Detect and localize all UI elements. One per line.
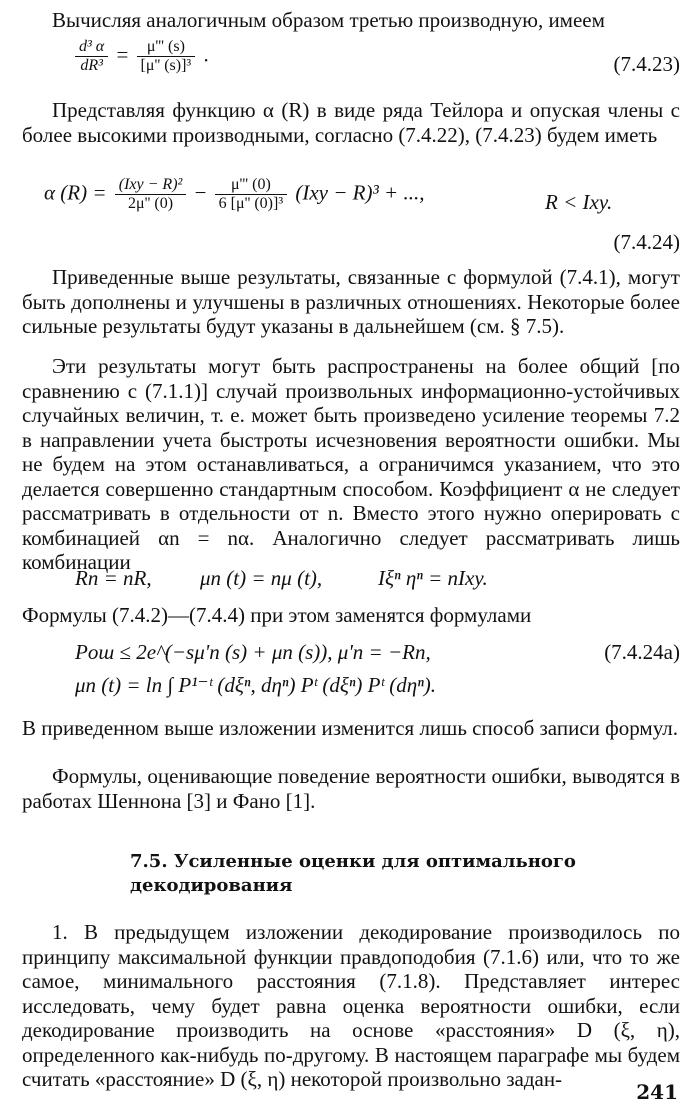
eq2-tail: (Ixy − R)³ + ...,	[295, 180, 425, 205]
eq2-frac1-numerator: (Ixy − R)²	[115, 176, 187, 195]
eq2-frac2-numerator: μ''' (0)	[215, 176, 287, 195]
paragraph-generalization	[22, 354, 680, 575]
eq3-rn: Rn = nR,	[75, 566, 152, 590]
equation-7-4-24	[44, 176, 424, 213]
eq2-lhs: α (R) =	[44, 180, 107, 205]
paragraph-text: 1. В предыдущем изложении декодирование производилось по принципу максимальной функции правдоподобия (7.1.6) или, что то же самое, минимального расстояния (7.1.8). Представляет интерес исследовать, чему будет равна оценка вероятности ошибки, если декодирование производить на основе «расстояния» D (ξ, η), определенного как-нибудь по-другому. В настоящем параграфе мы будем считать «расстояние» D (ξ, η) некоторой произвольно задан-	[22, 920, 680, 1091]
eq1-lhs-numerator: d³ α	[75, 38, 108, 57]
eq2-frac1-denominator: 2μ'' (0)	[128, 195, 174, 212]
equation-number: (7.4.23)	[613, 52, 680, 76]
paragraph-taylor	[22, 98, 680, 147]
eq2-condition: R < Ixy.	[545, 190, 613, 214]
equation-7-4-23: $\frac{\text{d³ α}}{\text{dR³}}$ = $\frac{\mu''' (s)}{\text{[μ'' (s)]³}}$ .	[72, 38, 209, 75]
paragraph-references	[22, 764, 680, 813]
eq3-info: Iξⁿ ηⁿ = nIxy.	[378, 566, 488, 590]
eq1-rhs-numerator: μ''' (s)	[137, 38, 196, 57]
eq2-frac2-denominator: 6 [μ'' (0)]³	[218, 195, 284, 212]
paragraph-decoding	[22, 920, 680, 1092]
eq4-line2: μn (t) = ln ∫ P¹⁻ᵗ (dξⁿ, dηⁿ) Pᵗ (dξⁿ) Pᵗ (dηⁿ).	[75, 673, 437, 697]
eq2-minus: −	[194, 180, 207, 205]
paragraph-formulas	[22, 603, 680, 628]
eq3-mun: μn (t) = nμ (t),	[200, 566, 323, 590]
paragraph-text: Формулы (7.4.2)—(7.4.4) при этом заменятся формулами	[22, 603, 532, 627]
eq1-rhs-denominator: [μ'' (s)]³	[140, 57, 192, 74]
equation-number: (7.4.24)	[613, 230, 680, 254]
section-heading-line2: декодирования	[130, 875, 293, 896]
eq4-line1: Pош ≤ 2e^(−sμ'n (s) + μn (s)), μ'n = −Rn,	[75, 640, 431, 664]
intro-line: Вычисляя аналогичным образом третью производную, имеем	[52, 8, 605, 32]
paragraph-notation	[22, 716, 680, 741]
equation-number: (7.4.24а)	[604, 640, 680, 664]
paragraph-text: Формулы, оценивающие поведение вероятности ошибки, выводятся в работах Шеннона [3] и Фано [1].	[22, 764, 680, 813]
paragraph-text: Эти результаты могут быть распространены на более общий [по сравнению с (7.1.1)] случай произвольных информационно-устойчивых случайных величин, т. е. может быть произведено усиление теоремы 7.2 в направлении учета быстроты исчезновения вероятности ошибки. Мы не будем на этом останавливаться, а ограничимся указанием, что это делается совершенно стандартным способом. Коэффициент α не следует рассматривать в отдельности от n. Вместо этого нужно оперировать с комбинацией αn = nα. Аналогично следует рассматривать лишь комбинации	[22, 354, 680, 574]
section-heading-line1: 7.5. Усиленные оценки для оптимального	[130, 851, 576, 872]
paragraph-text: В приведенном выше изложении изменится лишь способ записи формул.	[22, 716, 679, 740]
paragraph-results	[22, 265, 680, 339]
eq1-lhs-denominator: dR³	[80, 57, 103, 74]
page-number: 241	[636, 1080, 678, 1104]
paragraph-text: Представляя функцию α (R) в виде ряда Тейлора и опуская члены с более высокими производными, согласно (7.4.22), (7.4.23) будем иметь	[22, 98, 680, 147]
paragraph-text: Приведенные выше результаты, связанные с формулой (7.4.1), могут быть дополнены и улучшены в различных отношениях. Некоторые более сильные результаты будут указаны в дальнейшем (см. § 7.5).	[22, 265, 680, 338]
